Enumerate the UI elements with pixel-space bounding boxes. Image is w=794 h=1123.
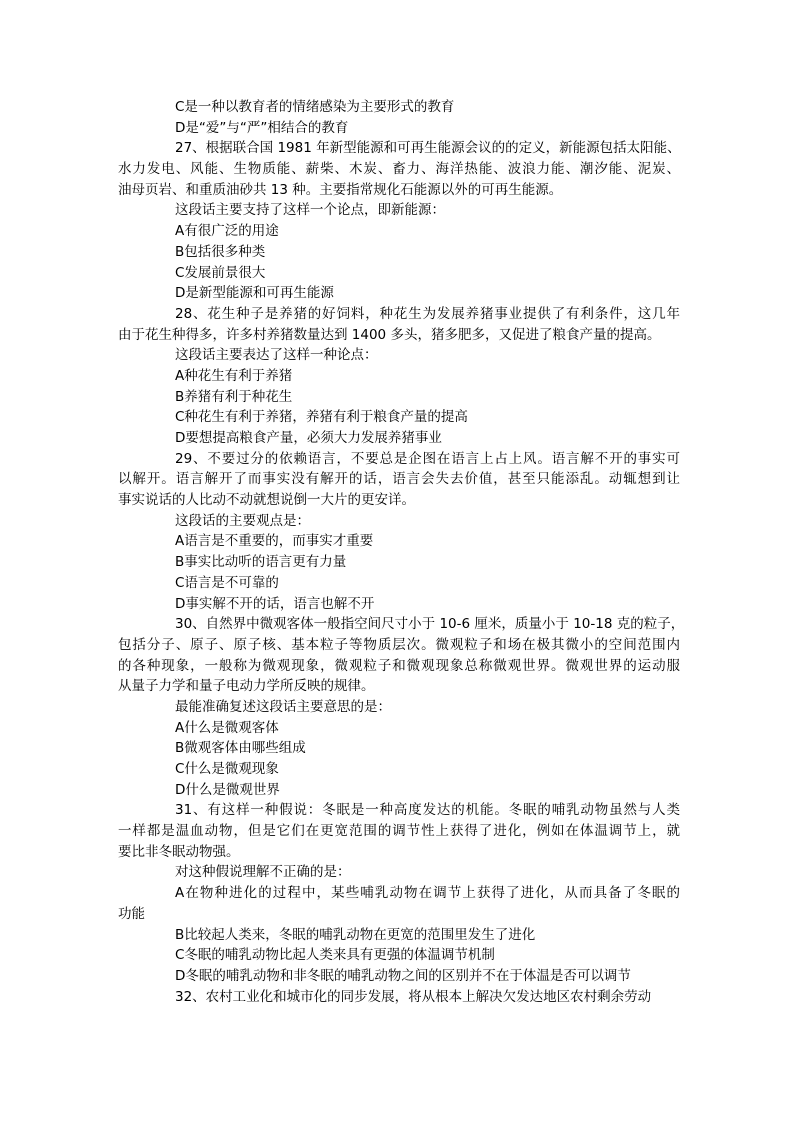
answer-option — [118, 966, 680, 987]
text-line: D冬眠的哺乳动物和非冬眠的哺乳动物之间的区别并不在于体温是否可以调节 — [175, 967, 631, 984]
text-line: D要想提高粮食产量，必须大力发展养猪事业 — [175, 430, 442, 446]
answer-option — [118, 883, 680, 924]
question-paragraph — [118, 138, 680, 200]
answer-option — [118, 738, 680, 759]
answer-option — [118, 531, 680, 552]
text-line: C种花生有利于养猪，养猪有利于粮食产量的提高 — [175, 409, 468, 426]
text-line: 要比非冬眠动物强。 — [118, 843, 240, 860]
answer-option — [118, 428, 680, 449]
text-line: B包括很多种类 — [175, 243, 266, 260]
text-line: 这段话主要支持了这样一个论点，即新能源： — [175, 202, 445, 219]
text-line: C是一种以教育者的情绪感染为主要形式的教育 — [175, 99, 455, 115]
text-line: D是“爱”与“严”相结合的教育 — [175, 119, 349, 136]
text-line: A语言是不重要的，而事实才重要 — [175, 533, 374, 550]
answer-option — [118, 242, 680, 263]
text-line: 水力发电、风能、生物质能、薪柴、木炭、畜力、海洋热能、波浪力能、潮汐能、泥炭、 — [118, 161, 680, 178]
answer-option — [118, 718, 680, 739]
question-paragraph — [118, 800, 680, 862]
text-line: B事实比动听的语言更有力量 — [175, 554, 347, 571]
text-line: A有很广泛的用途 — [175, 223, 279, 240]
text-line: 功能 — [118, 905, 145, 922]
question-paragraph — [118, 614, 685, 697]
question-paragraph — [118, 449, 680, 511]
text-line: 包括分子、原子、原子核、基本粒子等物质层次。微观粒子和场在极其微小的空间范围内 — [118, 636, 680, 653]
text-line: 32、农村工业化和城市化的同步发展，将从根本上解决欠发达地区农村剩余劳动 — [175, 988, 652, 1005]
text-line: 事实说话的人比动不动就想说倒一大片的更安详。 — [118, 492, 415, 509]
text-line: B微观客体由哪些组成 — [175, 740, 306, 757]
answer-option — [118, 759, 680, 780]
text-line: C冬眠的哺乳动物比起人类来具有更强的体温调节机制 — [175, 947, 495, 964]
text-line: B养猪有利于种花生 — [175, 388, 293, 405]
answer-option — [118, 573, 680, 594]
answer-option — [118, 925, 680, 946]
text-line: B比较起人类来，冬眠的哺乳动物在更宽的范围里发生了进化 — [175, 926, 536, 943]
text-line: 的各种现象，一般称为微观现象，微观粒子和微观现象总称微观世界。微观世界的运动服 — [118, 657, 680, 674]
answer-option — [118, 407, 680, 428]
answer-option — [118, 594, 680, 615]
answer-option — [118, 97, 680, 118]
question-paragraph — [118, 987, 680, 1008]
text-line: 对这种假说理解不正确的是： — [175, 864, 351, 881]
question-prompt — [118, 511, 680, 532]
text-line: 27、根据联合国 1981 年新型能源和可再生能源会议的的定义，新能源包括太阳能、 — [175, 140, 681, 157]
text-line: A种花生有利于养猪 — [175, 367, 293, 384]
text-line: C什么是微观现象 — [175, 761, 279, 777]
answer-option — [118, 552, 680, 573]
text-line: 油母页岩、和重质油砂共 13 种。主要指常规化石能源以外的可再生能源。 — [118, 181, 563, 198]
text-line: 以解开。语言解开了而事实没有解开的话，语言会失去价值，甚至只能添乱。动辄想到让 — [118, 471, 680, 488]
document-body — [118, 97, 685, 1007]
question-prompt — [118, 862, 680, 883]
answer-option — [118, 366, 680, 387]
text-line: A什么是微观客体 — [175, 719, 279, 736]
text-line: 最能准确复述这段话主要意思的是： — [175, 698, 391, 715]
text-line: 这段话的主要观点是： — [175, 512, 310, 529]
answer-option — [118, 780, 680, 801]
answer-option — [118, 945, 680, 966]
text-line: 从量子力学和量子电动力学所反映的规律。 — [118, 678, 375, 695]
text-line: 由于花生种得多，许多村养猪数量达到 1400 多头，猪多肥多，又促进了粮食产量的提高。 — [118, 326, 661, 343]
answer-option — [118, 221, 680, 242]
text-line: 31、有这样一种假说：冬眠是一种高度发达的机能。冬眠的哺乳动物虽然与人类 — [175, 802, 680, 819]
text-line: D什么是微观世界 — [175, 781, 280, 798]
text-line: A在物种进化的过程中，某些哺乳动物在调节上获得了进化，从而具备了冬眠的 — [175, 885, 680, 902]
text-line: D是新型能源和可再生能源 — [175, 285, 334, 302]
answer-option — [118, 118, 680, 139]
text-line: C发展前景很大 — [175, 264, 266, 281]
answer-option — [118, 387, 680, 408]
text-line: 30、自然界中微观客体一般指空间尺寸小于 10-6 厘米，质量小于 10-18 克的粒子， — [175, 616, 685, 633]
question-prompt — [118, 200, 680, 221]
answer-option — [118, 263, 680, 284]
question-prompt — [118, 345, 680, 366]
text-line: 28、花生种子是养猪的好饲料，种花生为发展养猪事业提供了有利条件，这几年 — [175, 305, 680, 322]
text-line: 29、不要过分的依赖语言，不要总是企图在语言上占上风。语言解不开的事实可 — [175, 450, 680, 467]
question-prompt — [118, 697, 680, 718]
text-line: D事实解不开的话，语言也解不开 — [175, 595, 375, 612]
answer-option — [118, 283, 680, 304]
text-line: 这段话主要表达了这样一种论点： — [175, 347, 378, 364]
text-line: 一样都是温血动物，但是它们在更宽范围的调节性上获得了进化，例如在体温调节上，就 — [118, 823, 680, 840]
question-paragraph — [118, 304, 680, 345]
text-line: C语言是不可靠的 — [175, 574, 279, 591]
